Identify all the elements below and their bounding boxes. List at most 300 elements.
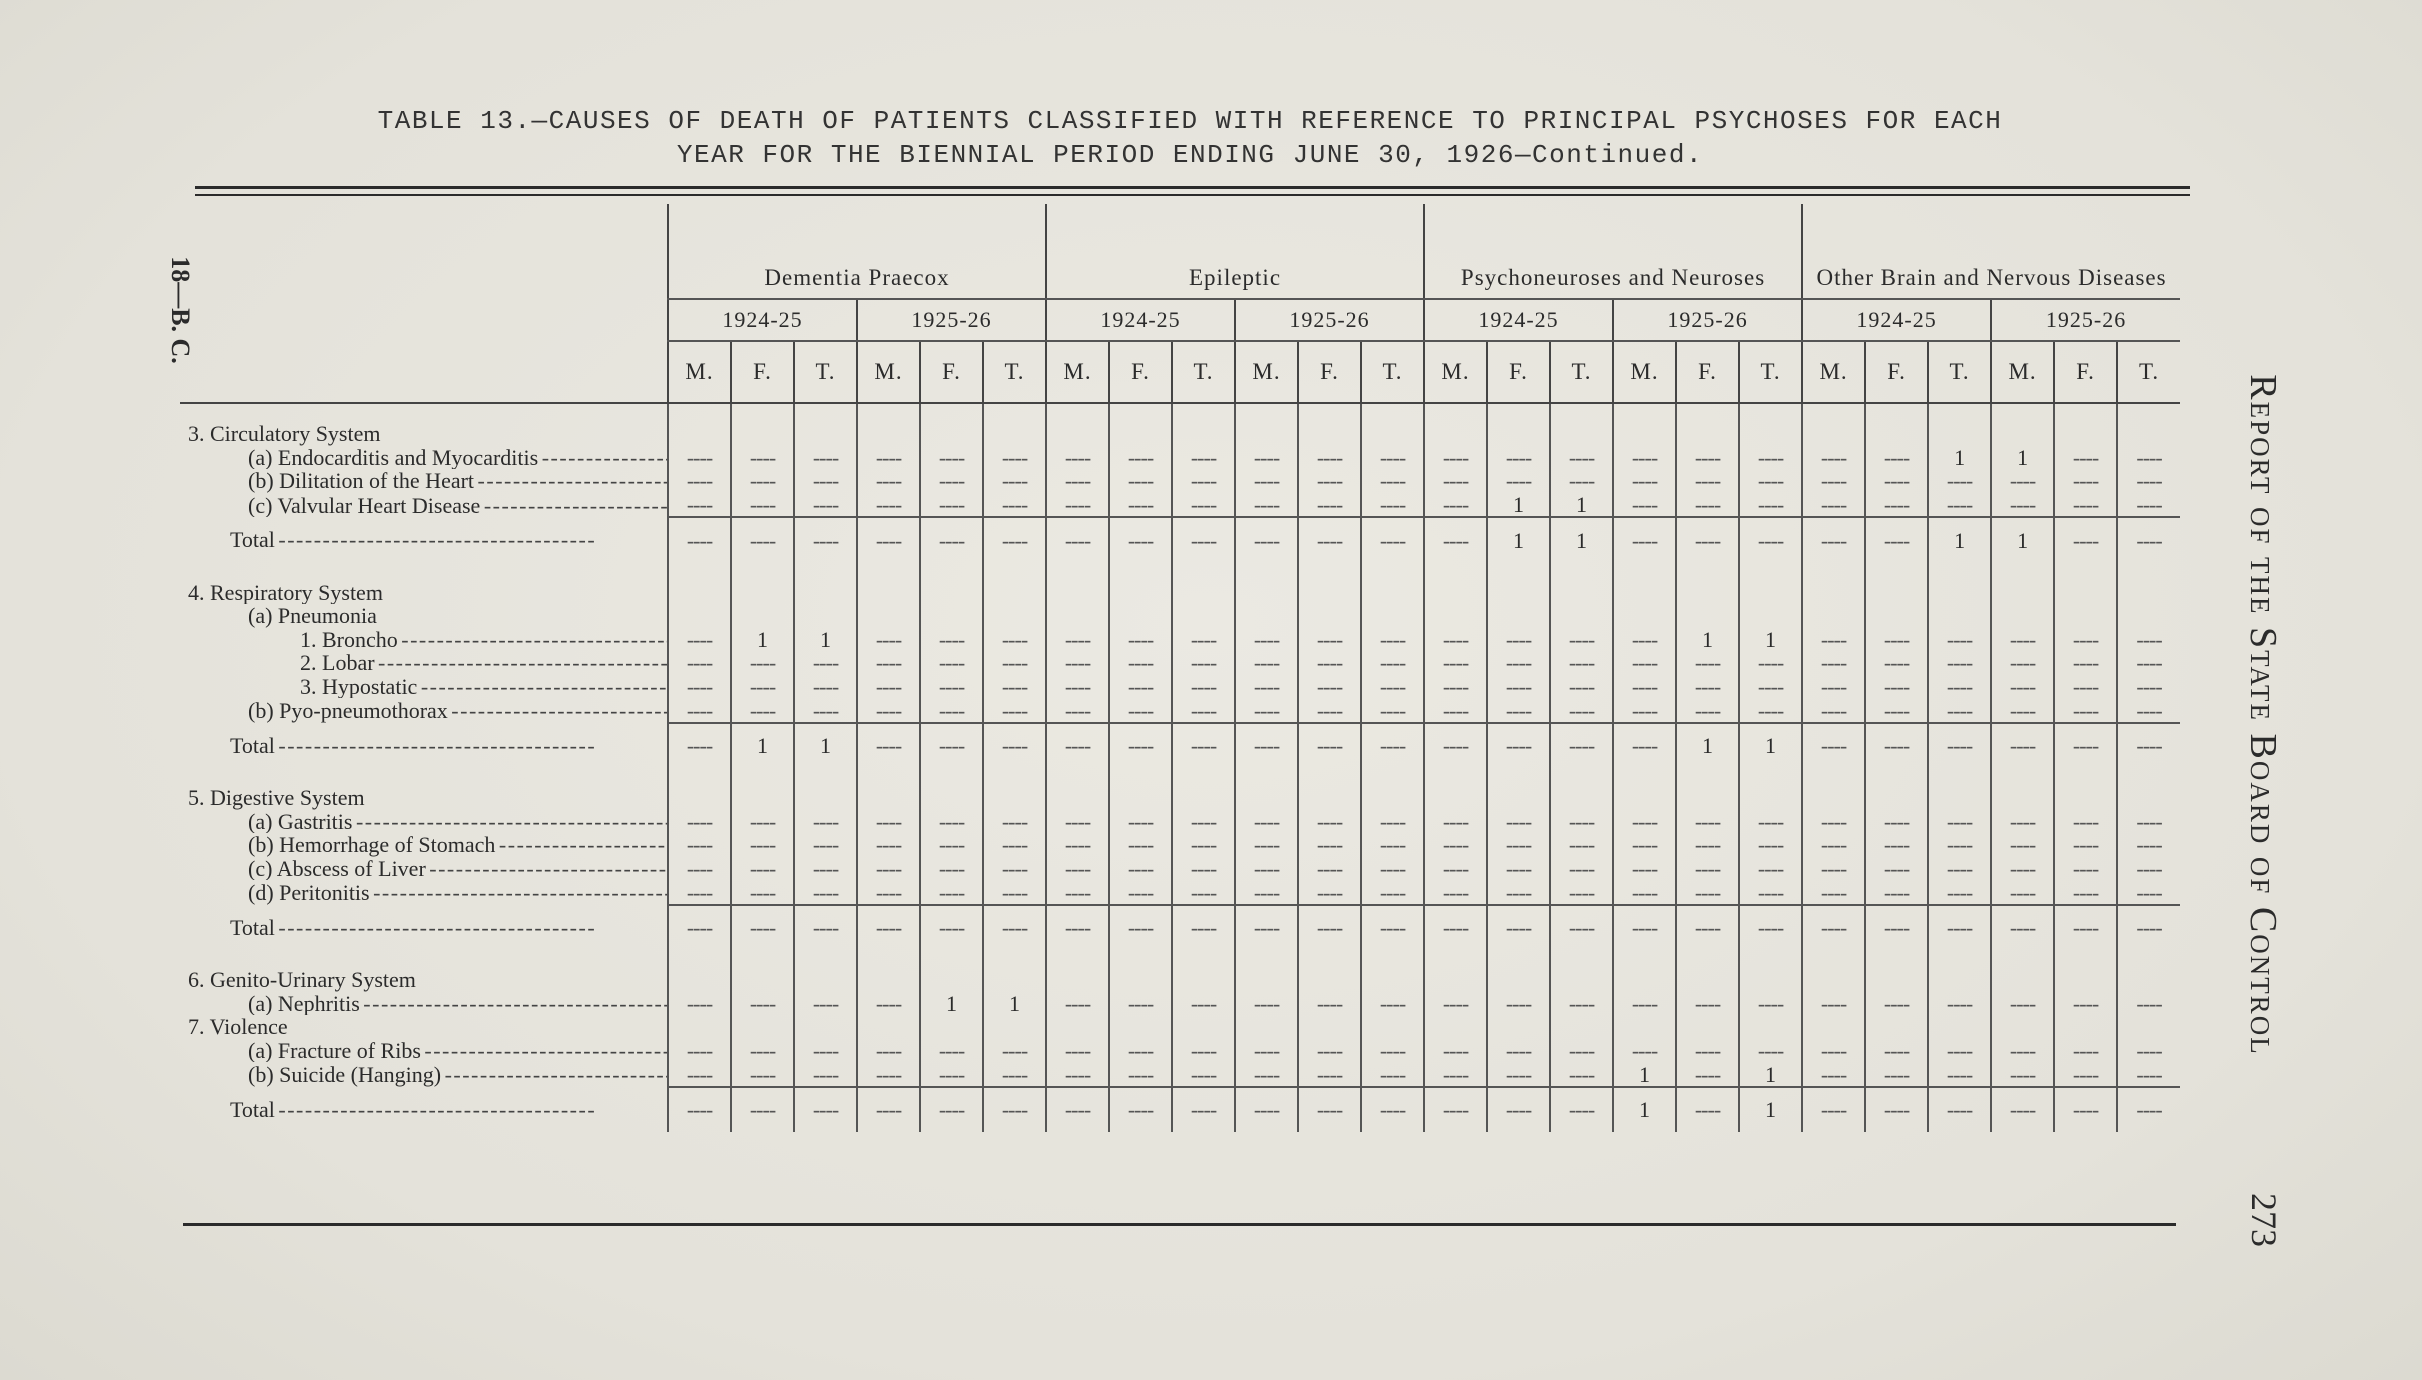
dash-cell: ---- [1739,675,1802,699]
empty-cell [1676,1015,1739,1039]
empty-cell [983,968,1046,992]
row-label: Total - - - [180,517,668,562]
empty-cell [1424,580,1487,604]
dash-cell: ---- [1865,810,1928,834]
dash-cell: ---- [1613,628,1676,652]
value-cell: 1 [1739,723,1802,768]
dash-cell: ---- [1172,810,1235,834]
dash-cell: ---- [1109,698,1172,723]
row-label: 3. Circulatory System [188,422,381,446]
dash-cell: ---- [668,810,731,834]
empty-cell [1676,786,1739,810]
dash-cell: ---- [1487,810,1550,834]
spacer-cell [1991,403,2054,422]
dash-cell: ---- [1109,905,1172,950]
dash-cell: ---- [1550,833,1613,857]
empty-cell [1424,604,1487,628]
dash-cell: ---- [920,857,983,881]
value-cell: 1 [1550,517,1613,562]
empty-cell [1802,580,1865,604]
dash-cell: ---- [731,1039,794,1063]
row-label: 1. Broncho - - - [180,628,668,652]
dash-cell: ---- [1298,675,1361,699]
spacer-cell [1298,562,1361,580]
dash-cell: ---- [920,651,983,675]
empty-cell [2054,604,2117,628]
empty-cell [1046,968,1109,992]
dash-cell: ---- [1865,857,1928,881]
dash-cell: ---- [731,810,794,834]
dash-cell: ---- [1046,446,1109,470]
dash-cell: ---- [1298,517,1361,562]
row-label: (b) Pyo-pneumothorax - - - [180,698,668,723]
empty-cell [1865,422,1928,446]
dash-cell: ---- [2117,723,2180,768]
dash-cell: ---- [1487,628,1550,652]
empty-cell [1676,580,1739,604]
dash-cell: ---- [1172,905,1235,950]
dash-cell: ---- [1676,675,1739,699]
dash-cell: ---- [1550,880,1613,905]
dash-cell: ---- [1550,469,1613,493]
dash-cell: ---- [2054,446,2117,470]
dash-cell: ---- [857,469,920,493]
dash-cell: ---- [1991,651,2054,675]
dash-cell: ---- [668,675,731,699]
spacer-cell [1235,950,1298,968]
spacer-cell [1613,403,1676,422]
dash-cell: ---- [1172,723,1235,768]
empty-cell [1739,968,1802,992]
dash-cell: ---- [1991,469,2054,493]
dash-cell: ---- [2054,880,2117,905]
empty-cell [1739,580,1802,604]
value-cell: 1 [983,992,1046,1016]
dash-cell: ---- [1298,833,1361,857]
spacer-cell [794,562,857,580]
dash-cell: ---- [1109,628,1172,652]
empty-cell [1928,604,1991,628]
dash-cell: ---- [1739,698,1802,723]
value-cell: 1 [1739,628,1802,652]
dash-cell: ---- [1046,628,1109,652]
empty-cell [983,1015,1046,1039]
dash-cell: ---- [1676,880,1739,905]
sex-column-header: T. [1928,341,1991,403]
dash-cell: ---- [1676,651,1739,675]
dash-cell: ---- [983,675,1046,699]
spacer-cell [920,768,983,786]
table-row [180,675,2180,699]
dash-cell: ---- [1109,1039,1172,1063]
table-row [180,857,2180,881]
dash-cell: ---- [1298,723,1361,768]
dash-cell: ---- [668,1087,731,1132]
dash-cell: ---- [1928,880,1991,905]
empty-cell [2117,968,2180,992]
dash-cell: ---- [2054,517,2117,562]
empty-cell [1865,968,1928,992]
dash-cell: ---- [1172,628,1235,652]
dash-cell: ---- [1109,493,1172,518]
value-cell: 1 [794,723,857,768]
dash-cell: ---- [2117,517,2180,562]
dash-cell: ---- [1424,857,1487,881]
dash-cell: ---- [1172,446,1235,470]
empty-cell [1235,604,1298,628]
empty-cell [2054,1015,2117,1039]
table-row [180,992,2180,1016]
row-label: Total - - - [180,1087,668,1132]
dash-cell: ---- [1235,880,1298,905]
dash-cell: ---- [1613,833,1676,857]
dash-cell: ---- [1298,1039,1361,1063]
empty-cell [1991,422,2054,446]
dash-cell: ---- [1550,1062,1613,1087]
dash-cell: ---- [2117,1039,2180,1063]
dash-cell: ---- [1361,1062,1424,1087]
dash-cell: ---- [1991,857,2054,881]
header-stub [180,204,668,403]
empty-cell [1172,422,1235,446]
table-row [180,651,2180,675]
empty-cell [857,968,920,992]
spacer-cell [983,768,1046,786]
dash-cell: ---- [668,628,731,652]
dash-cell: ---- [1487,880,1550,905]
empty-cell [1739,786,1802,810]
spacer-cell [1046,950,1109,968]
dash-cell: ---- [1613,992,1676,1016]
dash-cell: ---- [1109,857,1172,881]
empty-cell [1172,786,1235,810]
dash-cell: ---- [1487,833,1550,857]
dash-cell: ---- [731,992,794,1016]
dash-cell: ---- [1172,517,1235,562]
dash-cell: ---- [1739,446,1802,470]
dash-cell: ---- [857,992,920,1016]
dash-cell: ---- [920,905,983,950]
dash-cell: ---- [1046,1039,1109,1063]
sex-column-header: T. [1550,341,1613,403]
spacer-cell [920,403,983,422]
dash-cell: ---- [668,517,731,562]
dash-cell: ---- [1928,493,1991,518]
dash-cell: ---- [1928,1039,1991,1063]
dash-cell: ---- [1676,469,1739,493]
dash-cell: ---- [1865,880,1928,905]
dash-cell: ---- [2117,992,2180,1016]
empty-cell [1802,968,1865,992]
empty-cell [1865,1015,1928,1039]
spacer-row [180,768,2180,786]
empty-cell [983,422,1046,446]
spacer-cell [1928,768,1991,786]
dash-cell: ---- [2117,446,2180,470]
sex-column-header: F. [731,341,794,403]
dash-cell: ---- [1361,810,1424,834]
dash-cell: ---- [1865,628,1928,652]
empty-cell [1613,604,1676,628]
dash-cell: ---- [794,857,857,881]
dash-cell: ---- [1613,880,1676,905]
row-label: (c) Valvular Heart Disease - - - [180,493,668,518]
dash-cell: ---- [2117,833,2180,857]
row-label: (b) Hemorrhage of Stomach - - - [180,833,668,857]
dash-cell: ---- [1487,1062,1550,1087]
empty-cell [1802,786,1865,810]
dash-cell: ---- [1361,675,1424,699]
dash-cell: ---- [1676,992,1739,1016]
dash-cell: ---- [1235,992,1298,1016]
dash-cell: ---- [983,880,1046,905]
row-label: (a) Pneumonia [248,603,377,628]
dash-cell: ---- [1739,1039,1802,1063]
dash-cell: ---- [1298,493,1361,518]
dash-cell: ---- [2054,651,2117,675]
dash-cell: ---- [1361,880,1424,905]
empty-cell [1802,1015,1865,1039]
value-cell: 1 [1739,1087,1802,1132]
dash-cell: ---- [1172,857,1235,881]
value-cell: 1 [1613,1087,1676,1132]
spacer-cell [1550,950,1613,968]
spacer-cell [1046,403,1109,422]
empty-cell [1550,580,1613,604]
dash-cell: ---- [1991,1087,2054,1132]
dash-cell: ---- [1361,1087,1424,1132]
empty-cell [1424,786,1487,810]
dash-cell: ---- [983,833,1046,857]
dash-cell: ---- [668,905,731,950]
empty-cell [1802,604,1865,628]
dash-cell: ---- [1046,1062,1109,1087]
dash-cell: ---- [983,1087,1046,1132]
value-cell: 1 [731,628,794,652]
empty-cell [1172,580,1235,604]
dash-cell: ---- [1865,992,1928,1016]
empty-cell [1928,968,1991,992]
sex-column-header: F. [1109,341,1172,403]
spacer-cell [1109,403,1172,422]
sex-column-header: F. [2054,341,2117,403]
spacer-cell [2054,768,2117,786]
spacer-cell [1109,768,1172,786]
empty-cell [1487,422,1550,446]
empty-cell [1991,580,2054,604]
dash-cell: ---- [1298,810,1361,834]
dash-cell: ---- [983,1062,1046,1087]
dash-cell: ---- [731,517,794,562]
dash-cell: ---- [1991,493,2054,518]
dash-cell: ---- [1361,628,1424,652]
page-number: 273 [2244,1193,2284,1247]
spacer-cell [1172,403,1235,422]
dash-cell: ---- [1550,1039,1613,1063]
dash-cell: ---- [1928,628,1991,652]
dash-cell: ---- [731,698,794,723]
spacer-cell [1424,950,1487,968]
dash-cell: ---- [1739,651,1802,675]
dash-cell: ---- [1361,1039,1424,1063]
dash-cell: ---- [794,675,857,699]
table-row [180,493,2180,518]
dash-cell: ---- [1046,810,1109,834]
dash-cell: ---- [1991,1039,2054,1063]
dash-cell: ---- [1046,469,1109,493]
spacer-cell [1172,562,1235,580]
dash-cell: ---- [668,833,731,857]
dash-cell: ---- [2117,1062,2180,1087]
dash-cell: ---- [1739,905,1802,950]
dash-cell: ---- [1235,723,1298,768]
empty-cell [1865,604,1928,628]
dash-cell: ---- [1172,493,1235,518]
empty-cell [1928,1015,1991,1039]
dash-cell: ---- [1109,810,1172,834]
dash-cell: ---- [1487,1039,1550,1063]
empty-cell [794,580,857,604]
row-label: (c) Abscess of Liver - - - [180,857,668,881]
spacer-cell [983,562,1046,580]
table-title [180,104,2200,172]
empty-cell [920,786,983,810]
dash-cell: ---- [1487,446,1550,470]
spacer-cell [1676,403,1739,422]
row-label: (a) Endocarditis and Myocarditis - - - [180,446,668,470]
empty-cell [1046,1015,1109,1039]
dash-cell: ---- [2117,810,2180,834]
empty-cell [1991,604,2054,628]
spacer-cell [1802,562,1865,580]
dash-cell: ---- [857,833,920,857]
dash-cell: ---- [2054,723,2117,768]
dash-cell: ---- [1235,517,1298,562]
empty-cell [2117,580,2180,604]
dash-cell: ---- [920,698,983,723]
sex-column-header: T. [1739,341,1802,403]
group-header: Dementia Praecox [668,204,1046,299]
dash-cell: ---- [1865,517,1928,562]
spacer-cell [2117,950,2180,968]
dash-cell: ---- [1865,1039,1928,1063]
dash-cell: ---- [1991,905,2054,950]
dash-cell: ---- [1865,651,1928,675]
dash-cell: ---- [983,469,1046,493]
spacer-row [180,562,2180,580]
empty-cell [1865,580,1928,604]
empty-cell [1235,786,1298,810]
dash-cell: ---- [794,651,857,675]
dash-cell: ---- [1046,493,1109,518]
dash-cell: ---- [1865,698,1928,723]
empty-cell [1361,422,1424,446]
dash-cell: ---- [668,723,731,768]
dash-cell: ---- [1802,651,1865,675]
dash-cell: ---- [857,810,920,834]
dash-cell: ---- [1235,651,1298,675]
spacer-cell [1550,562,1613,580]
spacer-cell [1109,950,1172,968]
dash-cell: ---- [1739,469,1802,493]
spacer-cell [180,403,668,422]
dash-cell: ---- [1172,1062,1235,1087]
sex-column-header: M. [857,341,920,403]
empty-cell [1109,968,1172,992]
table-row [180,604,2180,628]
dash-cell: ---- [1676,493,1739,518]
year-header: 1924-25 [1424,299,1613,341]
dash-cell: ---- [1550,810,1613,834]
dash-cell: ---- [1361,833,1424,857]
spacer-cell [1109,562,1172,580]
sex-column-header: T. [983,341,1046,403]
dash-cell: ---- [794,493,857,518]
dash-cell: ---- [731,857,794,881]
year-header: 1925-26 [1235,299,1424,341]
empty-cell [1235,422,1298,446]
dash-cell: ---- [1424,905,1487,950]
signature-mark-text: 18—B. C. [166,256,195,364]
dash-cell: ---- [731,675,794,699]
empty-cell [1613,786,1676,810]
empty-cell [857,604,920,628]
empty-cell [1298,786,1361,810]
dash-cell: ---- [1487,469,1550,493]
dash-cell: ---- [1802,1039,1865,1063]
spacer-cell [1676,562,1739,580]
table-row [180,786,2180,810]
spacer-cell [1739,950,1802,968]
dash-cell: ---- [1109,675,1172,699]
row-label: Total - - - [180,723,668,768]
dash-cell: ---- [2054,675,2117,699]
dash-cell: ---- [1550,675,1613,699]
empty-cell [1298,1015,1361,1039]
dash-cell: ---- [1613,517,1676,562]
group-header: Other Brain and Nervous Diseases [1802,204,2180,299]
dash-cell: ---- [1109,880,1172,905]
table-header [180,204,2180,403]
spacer-cell [1991,562,2054,580]
dash-cell: ---- [920,810,983,834]
value-cell: 1 [794,628,857,652]
empty-cell [1613,580,1676,604]
dash-cell: ---- [1991,810,2054,834]
row-label: (a) Fracture of Ribs - - - [180,1039,668,1063]
spacer-cell [1046,768,1109,786]
empty-cell [1235,968,1298,992]
dash-cell: ---- [857,628,920,652]
dash-cell: ---- [1487,698,1550,723]
dash-cell: ---- [1928,1087,1991,1132]
dash-cell: ---- [1046,1087,1109,1132]
dash-cell: ---- [1424,651,1487,675]
dash-cell: ---- [1676,810,1739,834]
dash-cell: ---- [794,1062,857,1087]
dash-cell: ---- [794,833,857,857]
year-header: 1924-25 [668,299,857,341]
empty-cell [2117,1015,2180,1039]
dash-cell: ---- [668,493,731,518]
dash-cell: ---- [731,1062,794,1087]
spacer-cell [731,403,794,422]
empty-cell [2054,422,2117,446]
dash-cell: ---- [1298,446,1361,470]
dash-cell: ---- [920,446,983,470]
dash-cell: ---- [1424,469,1487,493]
dash-cell: ---- [1928,833,1991,857]
